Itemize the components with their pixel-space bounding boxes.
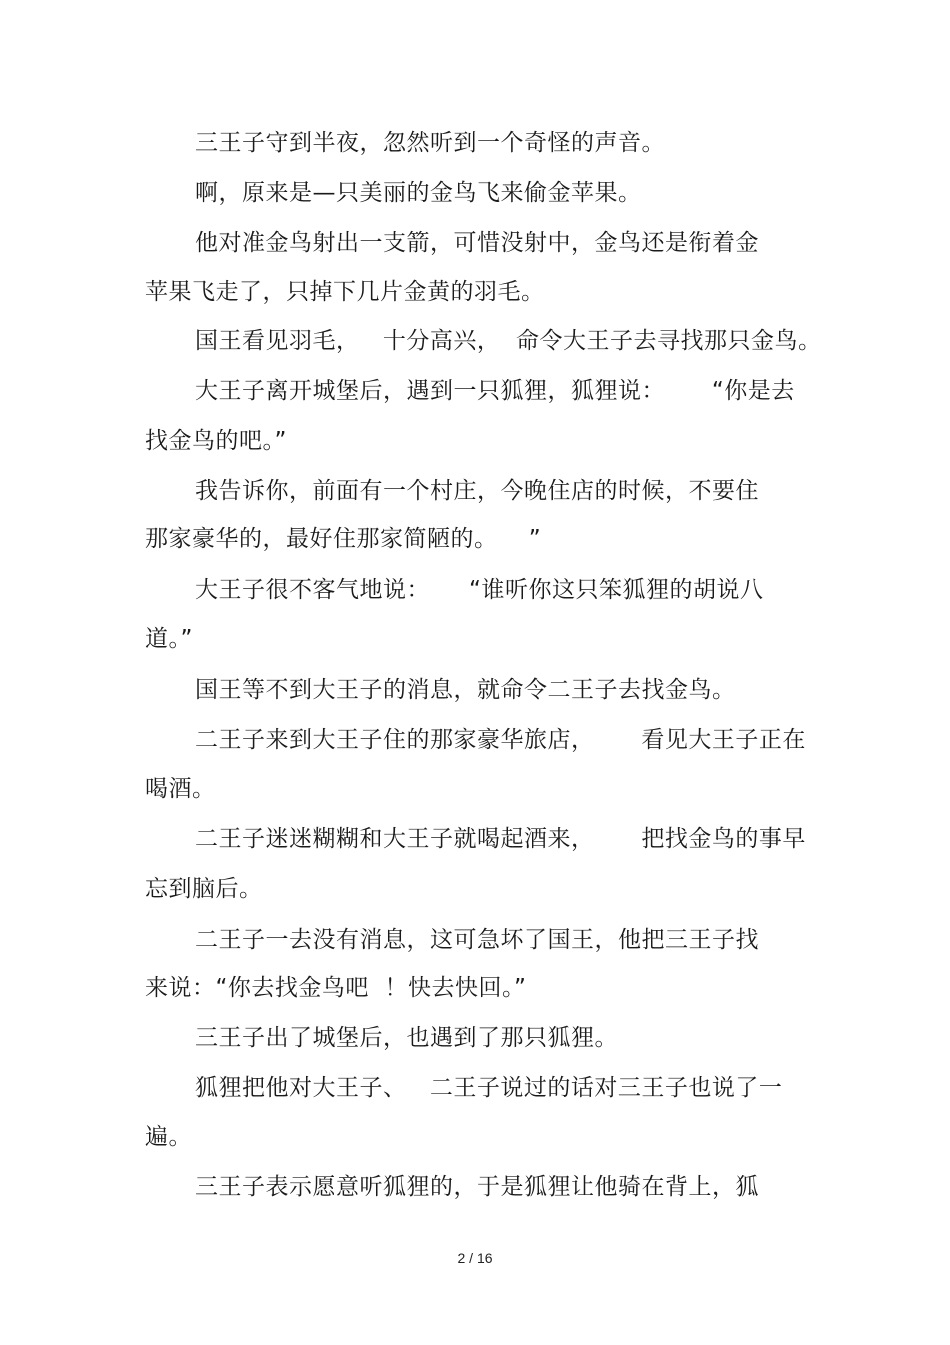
text-line: 国王看见羽毛， 十分高兴， 命令大王子去寻找那只金鸟。 — [195, 328, 822, 354]
text-line: 狐狸把他对大王子、 二王子说过的话对三王子也说了一 — [195, 1075, 783, 1101]
text-line: 遍。 — [145, 1124, 192, 1150]
text-line: 大王子离开城堡后，遇到一只狐狸，狐狸说： “你是去 — [195, 378, 795, 404]
text-line: 二王子一去没有消息，这可急坏了国王，他把三王子找 — [195, 927, 759, 953]
text-line: 来说：“你去找金鸟吧 ！快去快回。” — [145, 975, 527, 1001]
text-line: 我告诉你，前面有一个村庄，今晚住店的时候，不要住 — [195, 478, 759, 504]
page-number: 2 / 16 — [457, 1250, 493, 1266]
text-line: 三王子出了城堡后，也遇到了那只狐狸。 — [195, 1025, 618, 1051]
text-line: 找金鸟的吧。” — [145, 428, 287, 454]
text-line: 道。” — [145, 626, 193, 652]
text-line: 三王子守到半夜，忽然听到一个奇怪的声音。 — [195, 130, 665, 156]
text-line: 二王子来到大王子住的那家豪华旅店， 看见大王子正在 — [195, 727, 806, 753]
text-line: 苹果飞走了，只掉下几片金黄的羽毛。 — [145, 279, 545, 305]
text-line: 二王子迷迷糊糊和大王子就喝起酒来， 把找金鸟的事早 — [195, 826, 806, 852]
text-line: 三王子表示愿意听狐狸的，于是狐狸让他骑在背上，狐 — [195, 1174, 759, 1200]
text-line: 大王子很不客气地说： “谁听你这只笨狐狸的胡说八 — [195, 577, 764, 603]
text-line: 忘到脑后。 — [145, 876, 263, 902]
text-line: 国王等不到大王子的消息，就命令二王子去找金鸟。 — [195, 677, 736, 703]
text-line: 喝酒。 — [145, 776, 216, 802]
text-line: 那家豪华的，最好住那家简陋的。 ” — [145, 526, 542, 552]
text-line: 他对准金鸟射出一支箭，可惜没射中，金鸟还是衔着金 — [195, 230, 759, 256]
text-line: 啊，原来是—只美丽的金鸟飞来偷金苹果。 — [195, 180, 642, 206]
